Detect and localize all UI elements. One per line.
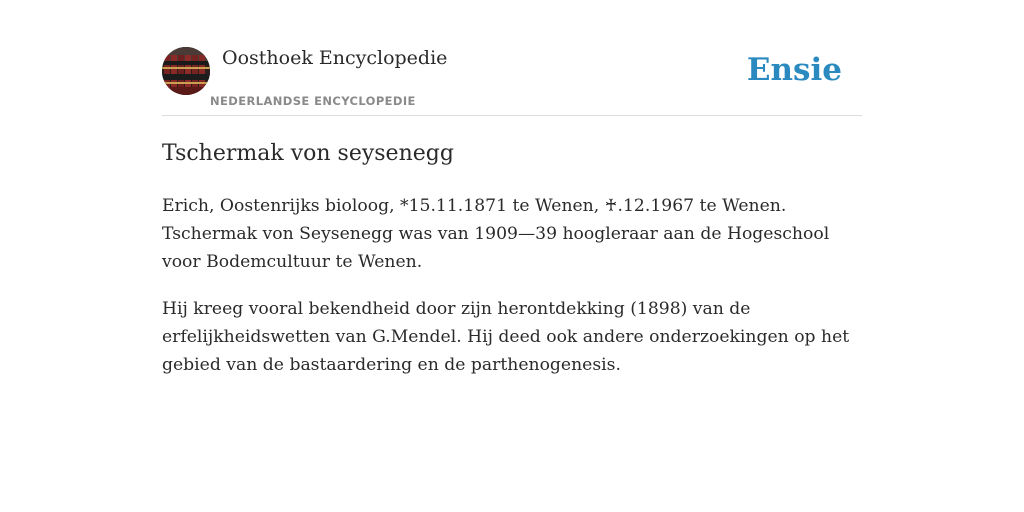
article-paragraph: Hij kreeg vooral bekendheid door zijn herontdekking (1898) van de erfelijkheidswetten van G.Mendel. Hij deed ook andere onderzoekingen op het gebied van de bastaardering en de parthenogenesis. [162, 299, 850, 375]
site-header [162, 46, 862, 116]
site-tagline: NEDERLANDSE ENCYCLOPEDIE [210, 94, 416, 108]
article-body [162, 192, 866, 398]
article-paragraph: Erich, Oostenrijks bioloog, *15.11.1871 te Wenen, ♰.12.1967 te Wenen. Tschermak von Seysenegg was van 1909—39 hoogleraar aan de Hogeschool voor Bodemcultuur te Wenen. [162, 196, 830, 272]
ensie-logo-link[interactable]: Ensie [746, 52, 842, 88]
header-divider [162, 115, 862, 116]
encyclopedia-books-icon[interactable] [162, 47, 210, 95]
article-title: Tschermak von seysenegg [162, 141, 454, 166]
site-name[interactable]: Oosthoek Encyclopedie [222, 47, 448, 69]
